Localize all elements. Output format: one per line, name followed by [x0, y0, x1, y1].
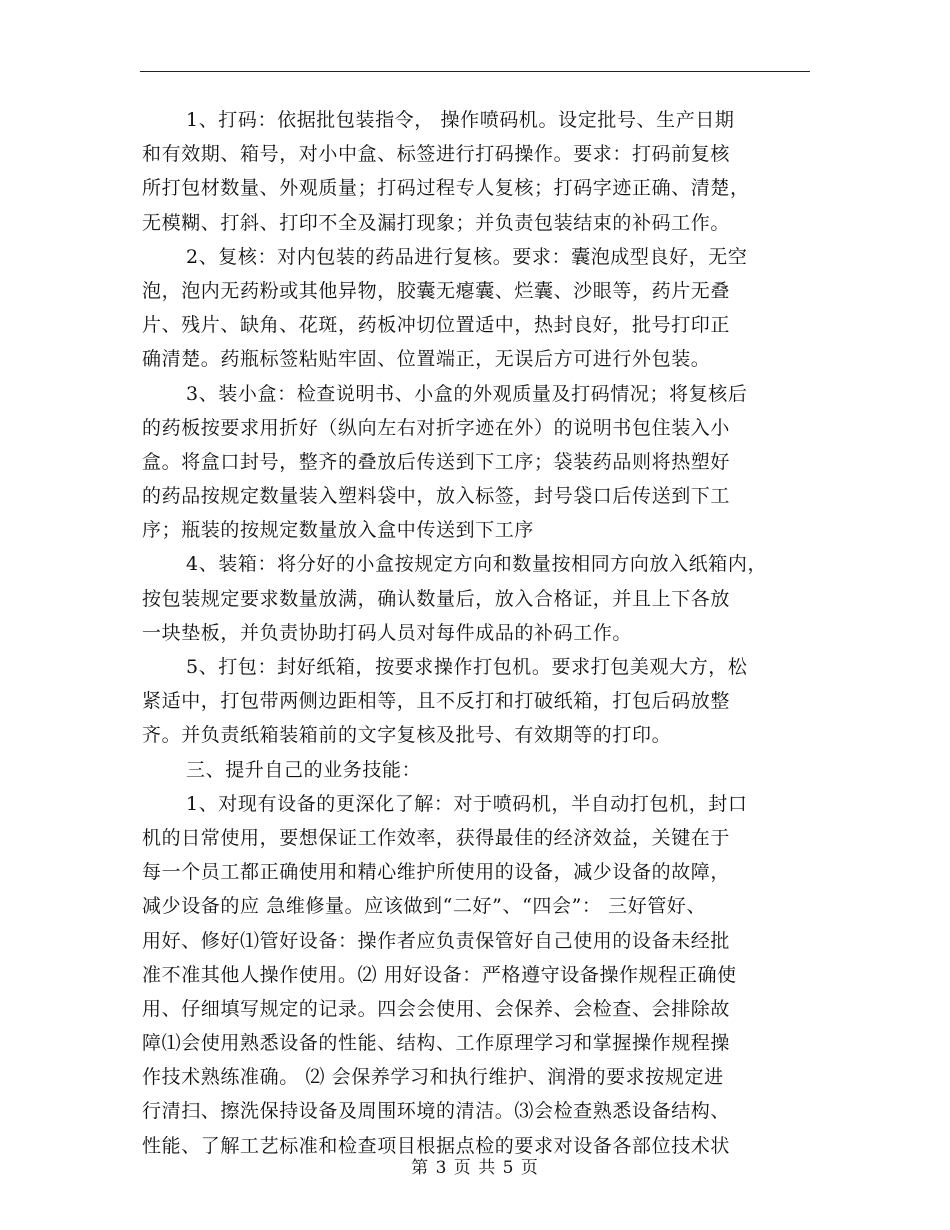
- text-line: 性能、了解工艺标准和检查项目根据点检的要求对设备各部位技术状: [142, 1134, 731, 1157]
- text-line: 泡，泡内无药粉或其他异物，胶囊无瘪囊、烂囊、沙眼等，药片无叠: [142, 279, 731, 302]
- text-line: 和有效期、箱号，对小中盒、标签进行打码操作。要求：打码前复核: [142, 143, 731, 166]
- text-line: 紧适中，打包带两侧边距相等，且不反打和打破纸箱，打包后码放整: [142, 690, 731, 713]
- text-line: 所打包材数量、外观质量；打码过程专人复核；打码字迹正确、清楚，: [142, 177, 750, 200]
- text-line: 片、残片、缺角、花斑，药板冲切位置适中，热封良好，批号打印正: [142, 314, 731, 337]
- text-line: 减少设备的应 急维修量。应该做到“二好”、“四会”： 三好管好、: [142, 895, 707, 918]
- text-line: 3、装小盒：检查说明书、小盒的外观质量及打码情况；将复核后: [186, 382, 748, 405]
- text-line: 1、对现有设备的更深化了解：对于喷码机，半自动打包机，封口: [186, 792, 748, 815]
- text-line: 齐。并负责纸箱装箱前的文字复核及批号、有效期等的打印。: [142, 724, 672, 747]
- text-line: 用、仔细填写规定的记录。四会会使用、会保养、会检查、会排除故: [142, 997, 731, 1020]
- text-line: 2、复核：对内包装的药品进行复核。要求：囊泡成型良好，无空: [186, 245, 748, 268]
- text-line: 每一个员工都正确使用和精心维护所使用的设备，减少设备的故障，: [142, 861, 731, 884]
- header-rule: [140, 71, 810, 72]
- text-line: 用好、修好⑴管好设备：操作者应负责保管好自己使用的设备未经批: [142, 929, 731, 952]
- text-line: 1、打码：依据批包装指令， 操作喷码机。设定批号、生产日期: [186, 109, 735, 131]
- text-line: 的药品按规定数量装入塑料袋中，放入标签，封号袋口后传送到下工: [142, 485, 731, 508]
- text-line: 作技术熟练准确。 ⑵ 会保养学习和执行维护、润滑的要求按规定进: [142, 1066, 724, 1089]
- text-line: 准不准其他人操作使用。⑵ 用好设备：严格遵守设备操作规程正确使: [142, 963, 737, 986]
- text-line: 障⑴会使用熟悉设备的性能、结构、工作原理学习和掌握操作规程操: [142, 1032, 731, 1055]
- text-line: 序；瓶装的按规定数量放入盒中传送到下工序: [142, 519, 535, 542]
- text-line: 的药板按要求用折好（纵向左右对折字迹在外）的说明书包住装入小: [142, 416, 731, 439]
- text-line: 盒。将盒口封号，整齐的叠放后传送到下工序；袋装药品则将热塑好: [142, 450, 731, 473]
- page-number: 第 3 页 共 5 页: [411, 1158, 539, 1178]
- document-body: [142, 103, 814, 1163]
- text-line: 确清楚。药瓶标签粘贴牢固、位置端正，无误后方可进行外包装。: [142, 348, 711, 371]
- text-line: 4、装箱：将分好的小盒按规定方向和数量按相同方向放入纸箱内，: [186, 553, 768, 576]
- text-line: 一块垫板，并负责协助打码人员对每件成品的补码工作。: [142, 621, 633, 644]
- text-line: 行清扫、擦洗保持设备及周围环境的清洁。⑶会检查熟悉设备结构、: [142, 1100, 731, 1123]
- text-line: 无模糊、打斜、打印不全及漏打现象；并负责包装结束的补码工作。: [142, 211, 731, 234]
- text-line: 机的日常使用，要想保证工作效率，获得最佳的经济效益，关键在于: [142, 826, 731, 849]
- text-line: 5、打包：封好纸箱，按要求操作打包机。要求打包美观大方，松: [186, 656, 748, 678]
- text-line: 三、提升自己的业务技能：: [186, 758, 422, 781]
- text-line: 按包装规定要求数量放满，确认数量后，放入合格证，并且上下各放: [142, 587, 731, 610]
